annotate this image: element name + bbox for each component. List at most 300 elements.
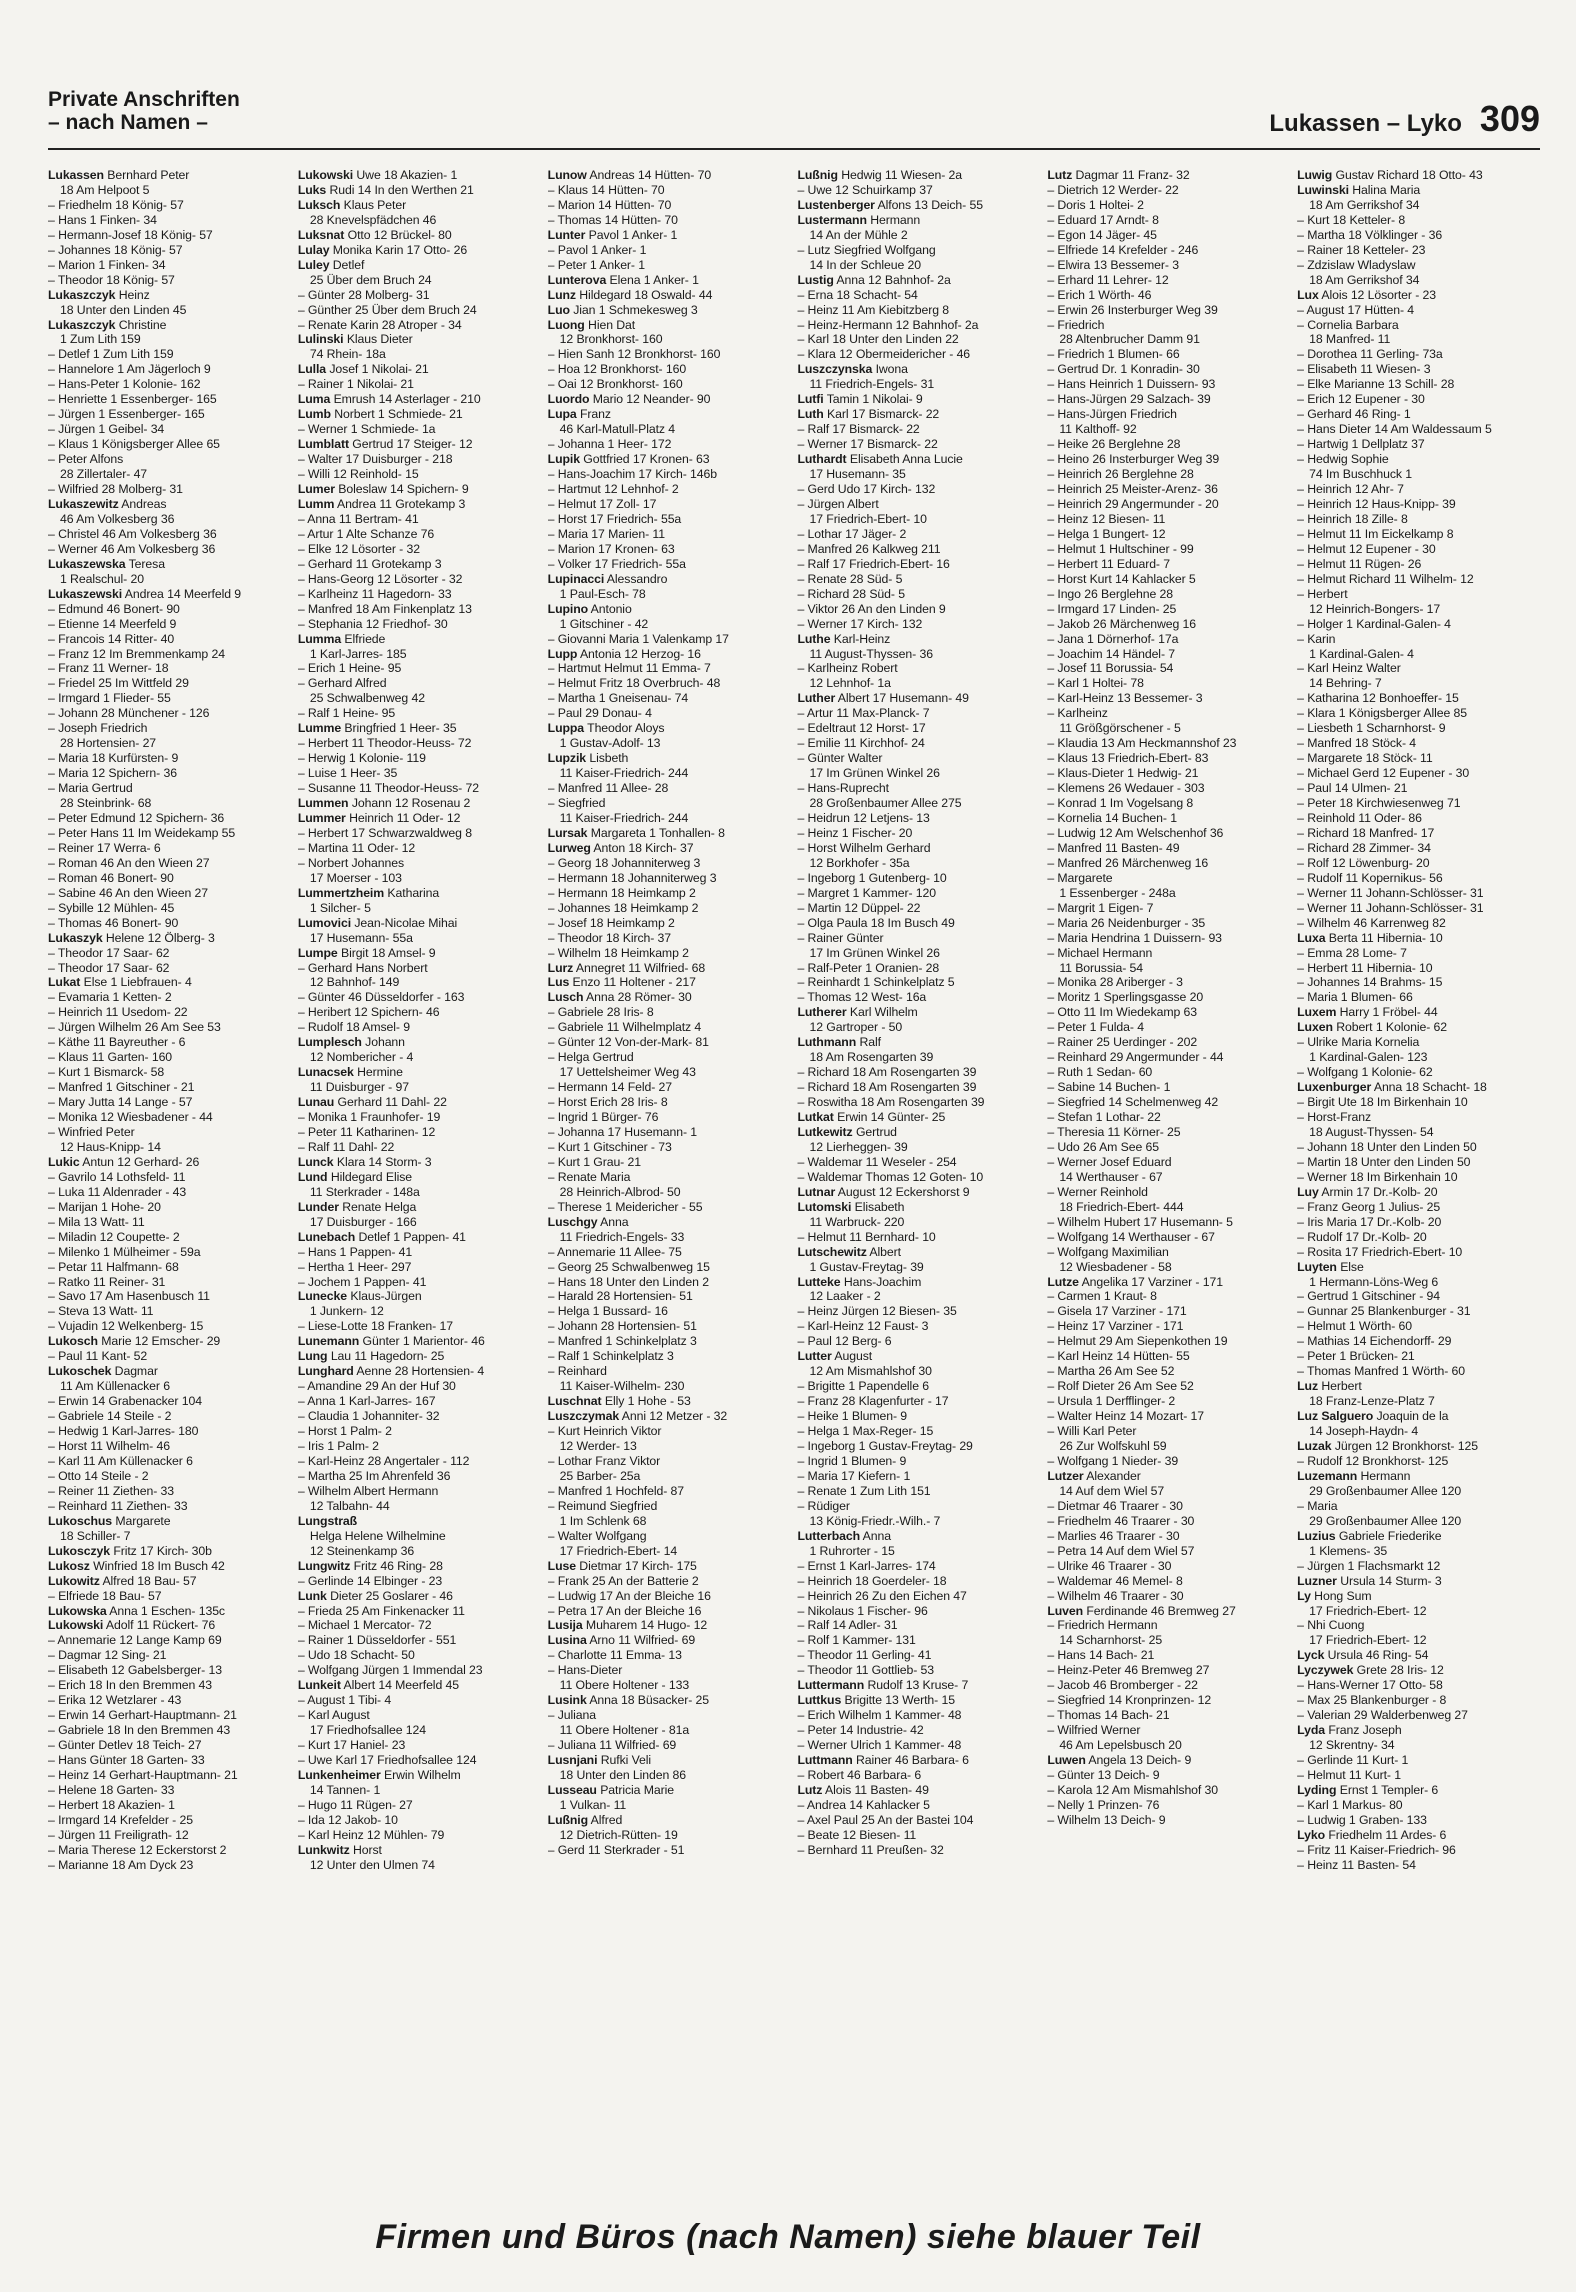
entry-text: Ursula 46 Ring- 54 (1327, 1648, 1429, 1663)
listing-entry: – Thomas 14 Bach- 21 (1047, 1708, 1290, 1723)
listing-entry: – Ralf 1 Heine- 95 (298, 706, 541, 721)
listing-entry: – Otto 14 Steile - 2 (48, 1469, 291, 1484)
listing-entry: – Friedrich Hermann (1047, 1618, 1290, 1633)
listing-entry: – Manfred 18 Am Finkenplatz 13 (298, 602, 541, 617)
listing-entry: – Rolf 12 Löwenburg- 20 (1297, 856, 1540, 871)
listing-entry: – Liese-Lotte 18 Franken- 17 (298, 1319, 541, 1334)
surname: Lukaszewski (48, 586, 123, 601)
surname-entry (298, 332, 541, 347)
surname: Lux (1297, 287, 1319, 302)
listing-entry: – Edeltraut 12 Horst- 17 (797, 721, 1040, 736)
listing-entry: – Franz 12 Im Bremmenkamp 24 (48, 647, 291, 662)
surname-entry (548, 751, 791, 766)
listing-entry: – Heinrich 11 Usedom- 22 (48, 1005, 291, 1020)
surname-entry (298, 1559, 541, 1574)
entry-text: Ernst 1 Templer- 6 (1339, 1782, 1439, 1797)
address-continuation: 74 Im Buschhuck 1 (1309, 467, 1413, 482)
listing-entry: – Gisela 17 Varziner - 171 (1047, 1304, 1290, 1319)
listing-entry: – Wolfgang 14 Werthauser - 67 (1047, 1230, 1290, 1245)
surname: Luxa (1297, 930, 1326, 945)
surname-entry (48, 1334, 291, 1349)
listing-entry: – Monika 1 Fraunhofer- 19 (298, 1110, 541, 1125)
surname: Luordo (547, 392, 590, 407)
entry-text: Fritz 46 Ring- 28 (353, 1558, 443, 1573)
address-continuation: 28 Hortensien- 27 (60, 736, 157, 751)
surname-entry (548, 318, 791, 333)
entry-text: Uwe 18 Akazien- 1 (356, 168, 458, 182)
listing-entry: – Charlotte 11 Emma- 13 (548, 1648, 791, 1663)
address-continuation: 12 Skrentny- 34 (1309, 1738, 1395, 1753)
listing-entry: – Gunnar 25 Blankenburger - 31 (1297, 1304, 1540, 1319)
listing-entry: – Reinhardt 1 Schinkelplatz 5 (797, 975, 1040, 990)
entry-text: Heinz (118, 287, 150, 302)
entry-text: Angela 13 Deich- 9 (1088, 1753, 1192, 1768)
address-continuation: 46 Am Volkesberg 36 (60, 511, 175, 526)
surname-entry (48, 587, 291, 602)
entry-text: Elisabeth Anna Lucie (849, 452, 963, 467)
listing-entry: – Peter 1 Anker- 1 (548, 258, 791, 273)
surname-entry (298, 228, 541, 243)
listing-entry: – Peter Edmund 12 Spichern- 36 (48, 811, 291, 826)
listing-entry: – Ida 12 Jakob- 10 (298, 1813, 541, 1828)
surname-entry (797, 1200, 1040, 1215)
entry-text: Hien Dat (588, 317, 636, 332)
listing-entry: – Richard 28 Süd- 5 (797, 587, 1040, 602)
listing-entry: – Oai 12 Bronkhorst- 160 (548, 377, 791, 392)
surname-entry (298, 198, 541, 213)
listing-entry: – Günter 28 Molberg- 31 (298, 288, 541, 303)
surname: Lumm (297, 496, 335, 511)
entry-text: Erwin Wilhelm (384, 1767, 461, 1782)
address-continuation: 17 Uettelsheimer Weg 43 (559, 1065, 696, 1080)
listing-entry: – Heike 26 Berglehne 28 (1047, 437, 1290, 452)
surname: Lußnig (797, 168, 838, 182)
listing-entry: – Udo 18 Schacht- 50 (298, 1648, 541, 1663)
address-continuation: 14 An der Mühle 2 (809, 227, 908, 242)
entry-text: Theodor Aloys (587, 721, 665, 736)
listing-entry: – Ingrid 1 Blumen- 9 (797, 1454, 1040, 1469)
listing-entry: – Uwe Karl 17 Friedhofsallee 124 (298, 1753, 541, 1768)
listing-entry: – Ludwig 17 An der Bleiche 16 (548, 1589, 791, 1604)
listing-entry: – Maria Therese 12 Eckerstorst 2 (48, 1843, 291, 1858)
listing-entry: – Thomas 12 West- 16a (797, 990, 1040, 1005)
surname: Luthmann (797, 1035, 857, 1050)
listing-entry: – Waldemar 11 Weseler - 254 (797, 1155, 1040, 1170)
entry-text: Adolf 11 Rückert- 76 (105, 1618, 216, 1633)
address-continuation: 46 Am Lepelsbusch 20 (1059, 1738, 1182, 1753)
surname-entry (797, 452, 1040, 467)
listing-entry: – Reinhard 29 Angermunder - 44 (1047, 1050, 1290, 1065)
listing-entry: – Annemarie 12 Lange Kamp 69 (48, 1633, 291, 1648)
address-continuation: 11 Am Küllenacker 6 (60, 1379, 170, 1394)
listing-entry: – Renate 28 Süd- 5 (797, 572, 1040, 587)
surname-entry (298, 1095, 541, 1110)
listing-entry: – Maria 17 Kiefern- 1 (797, 1469, 1040, 1484)
listing-entry: – Reiner 17 Werra- 6 (48, 841, 291, 856)
listing-entry: – Herbert 11 Theodor-Heuss- 72 (298, 736, 541, 751)
listing-entry: – Klara 1 Königsberger Allee 85 (1297, 706, 1540, 721)
surname: Lutteke (797, 1274, 841, 1289)
listing-entry: – Jürgen Albert (797, 497, 1040, 512)
entry-text: Elly 1 Hohe - 53 (604, 1394, 691, 1409)
listing-entry: – Luise 1 Heer- 35 (298, 766, 541, 781)
surname: Lukaszyk (48, 930, 103, 945)
address-continuation: 28 Altenbrucher Damm 91 (1059, 332, 1200, 347)
listing-entry: – Willi 12 Reinhold- 15 (298, 467, 541, 482)
listing-entry: – Hartwig 1 Dellplatz 37 (1297, 437, 1540, 452)
listing-entry: – Herbert (1297, 587, 1540, 602)
listing-entry: – Herbert 11 Hibernia- 10 (1297, 961, 1540, 976)
surname: Lumblatt (297, 437, 349, 452)
surname-entry (48, 975, 291, 990)
listing-entry: – Carmen 1 Kraut- 8 (1047, 1289, 1290, 1304)
directory-column (797, 168, 1040, 2178)
listing-entry: – Frank 25 An der Batterie 2 (548, 1574, 791, 1589)
surname-entry (548, 841, 791, 856)
listing-entry: – Herbert 11 Eduard- 7 (1047, 557, 1290, 572)
listing-entry: – Horst Wilhelm Gerhard (797, 841, 1040, 856)
surname-entry (298, 362, 541, 377)
surname-entry (298, 886, 541, 901)
address-continuation: 12 Nombericher - 4 (309, 1050, 414, 1065)
surname: Lukowitz (48, 1573, 100, 1588)
listing-entry: – Helmut Richard 11 Wilhelm- 12 (1297, 572, 1540, 587)
directory-column (298, 168, 541, 2178)
surname-entry (797, 1529, 1040, 1544)
address-continuation: 1 Zum Lith 159 (60, 332, 141, 347)
surname-entry (548, 990, 791, 1005)
entry-text: Anna 28 Römer- 30 (586, 990, 692, 1005)
listing-entry: – Etienne 14 Meerfeld 9 (48, 617, 291, 632)
address-continuation: 17 Duisburger - 166 (309, 1214, 417, 1229)
surname-entry (1047, 1469, 1290, 1484)
listing-entry: – Claudia 1 Johanniter- 32 (298, 1409, 541, 1424)
listing-entry: – Wilhelm Albert Hermann (298, 1484, 541, 1499)
surname-entry (1297, 1723, 1540, 1738)
entry-text: Dagmar 11 Franz- 32 (1075, 168, 1190, 182)
listing-entry: – Peter Hans 11 Im Weidekamp 55 (48, 826, 291, 841)
listing-entry: – Walter Heinz 14 Mozart- 17 (1047, 1409, 1290, 1424)
listing-entry: – Steva 13 Watt- 11 (48, 1304, 291, 1319)
listing-entry: – Reiner 11 Ziethen- 33 (48, 1484, 291, 1499)
listing-entry: – Artur 11 Max-Planck- 7 (797, 706, 1040, 721)
entry-text: Hermann (1360, 1468, 1411, 1483)
listing-entry: – Hans 1 Pappen- 41 (298, 1245, 541, 1260)
surname: Lukosz (48, 1558, 90, 1573)
surname: Luo (547, 302, 570, 317)
listing-entry: – Gabriele 18 In den Bremmen 43 (48, 1723, 291, 1738)
surname-entry (548, 602, 791, 617)
page-range-block (1269, 98, 1540, 140)
listing-entry: – Ratko 11 Reiner- 31 (48, 1275, 291, 1290)
address-continuation: 13 König-Friedr.-Wilh.- 7 (809, 1513, 941, 1528)
surname: Lustig (797, 272, 834, 287)
entry-text: Muharem 14 Hugo- 12 (585, 1618, 708, 1633)
listing-entry: – Heinz Jürgen 12 Biesen- 35 (797, 1304, 1040, 1319)
directory-column (1297, 168, 1540, 2178)
listing-entry: – Johannes 18 Heimkamp 2 (548, 901, 791, 916)
surname: Lukaszczyk (48, 287, 116, 302)
listing-entry: – Rudolf 18 Amsel- 9 (298, 1020, 541, 1035)
listing-entry: – Hans 1 Finken- 34 (48, 213, 291, 228)
listing-entry: – Hedwig 1 Karl-Jarres- 180 (48, 1424, 291, 1439)
entry-text: Dagmar (114, 1364, 158, 1379)
surname-entry (797, 198, 1040, 213)
listing-entry: – Manfred 1 Gitschiner - 21 (48, 1080, 291, 1095)
listing-entry: – Helmut 1 Wörth- 60 (1297, 1319, 1540, 1334)
address-continuation: 18 Unter den Linden 45 (60, 302, 187, 317)
surname: Luma (297, 392, 331, 407)
listing-entry: – Birgit Ute 18 Im Birkenhain 10 (1297, 1095, 1540, 1110)
surname: Luzak (1297, 1439, 1332, 1454)
entry-text: Patricia Marie (600, 1782, 674, 1797)
entry-text: Albert 17 Husemann- 49 (837, 691, 969, 706)
entry-text: Anna 12 Bahnhof- 2a (836, 272, 951, 287)
listing-entry: – Paul 14 Ulmen- 21 (1297, 781, 1540, 796)
listing-entry: – Vujadin 12 Welkenberg- 15 (48, 1319, 291, 1334)
address-continuation: 17 Friedrich-Ebert- 10 (809, 511, 927, 526)
surname-entry (1297, 1185, 1540, 1200)
address-continuation: 17 Husemann- 35 (809, 467, 906, 482)
surname: Luz (1297, 1379, 1319, 1394)
listing-entry: – Manfred 26 Kalkweg 211 (797, 542, 1040, 557)
surname: Luschgy (547, 1214, 598, 1229)
surname: Lutz (1047, 168, 1073, 182)
address-continuation: 11 Obere Holtener - 133 (559, 1678, 690, 1693)
listing-entry: – Karlheinz 11 Hagedorn- 33 (298, 587, 541, 602)
surname: Lumer (297, 482, 335, 497)
surname-entry (298, 811, 541, 826)
surname: Lusch (547, 990, 584, 1005)
listing-entry: – Peter 1 Brücken- 21 (1297, 1349, 1540, 1364)
surname-entry (1297, 1529, 1540, 1544)
listing-entry: – Ralf 17 Friedrich-Ebert- 16 (797, 557, 1040, 572)
listing-entry: – Erich 1 Heine- 95 (298, 661, 541, 676)
entry-text: Mario 12 Neander- 90 (592, 392, 711, 407)
listing-entry: – Gabriele 11 Wilhelmplatz 4 (548, 1020, 791, 1035)
entry-text: Grete 28 Iris- 12 (1356, 1663, 1444, 1678)
listing-entry: – Martina 11 Oder- 12 (298, 841, 541, 856)
address-continuation: 14 Behring- 7 (1309, 676, 1382, 691)
listing-entry: – Karl-Heinz 28 Angertaler - 112 (298, 1454, 541, 1469)
address-continuation: 12 Lierheggen- 39 (809, 1139, 908, 1154)
surname-entry (548, 1394, 791, 1409)
entry-text: Erwin 14 Günter- 25 (837, 1110, 946, 1125)
surname: Lumpe (297, 945, 338, 960)
surname: Luthardt (797, 452, 847, 467)
address-continuation: 28 Steinbrink- 68 (60, 796, 152, 811)
listing-entry: – Helga 1 Bungert- 12 (1047, 527, 1290, 542)
surname: Luxenburger (1297, 1080, 1372, 1095)
address-continuation: 17 Im Grünen Winkel 26 (809, 945, 940, 960)
listing-entry: – Rainer 25 Uerdinger - 202 (1047, 1035, 1290, 1050)
listing-entry: – Horst Erich 28 Iris- 8 (548, 1095, 791, 1110)
surname: Luszczynska (797, 362, 873, 377)
address-continuation: 25 Barber- 25a (559, 1468, 641, 1483)
entry-text: Karl-Heinz (833, 631, 891, 646)
listing-entry: – Francois 14 Ritter- 40 (48, 632, 291, 647)
listing-entry: – Franz 11 Werner- 18 (48, 661, 291, 676)
listing-entry: – Martha 26 Am See 52 (1047, 1364, 1290, 1379)
listing-entry: – Hans-Joachim 17 Kirch- 146b (548, 467, 791, 482)
address-continuation: 12 Wiesbadener - 58 (1059, 1259, 1172, 1274)
listing-entry: – Erich 1 Wörth- 46 (1047, 288, 1290, 303)
address-continuation: 12 Werder- 13 (559, 1439, 637, 1454)
entry-text: Christine (118, 317, 167, 332)
entry-text: Dieter 25 Goslarer - 46 (330, 1588, 453, 1603)
address-continuation: 18 Friedrich-Ebert- 444 (1059, 1199, 1184, 1214)
listing-entry: – Wolfgang Maximilian (1047, 1245, 1290, 1260)
surname-entry (548, 961, 791, 976)
listing-entry: – Gerhard Hans Norbert (298, 961, 541, 976)
surname: Lunterova (547, 272, 607, 287)
surname-entry (1297, 1663, 1540, 1678)
address-continuation: 17 Friedrich-Ebert- 12 (1309, 1633, 1427, 1648)
listing-entry: – Rüdiger (797, 1499, 1040, 1514)
listing-entry: – Erhard 11 Lehrer- 12 (1047, 273, 1290, 288)
surname: Lunemann (297, 1334, 360, 1349)
surname-entry (548, 647, 791, 662)
listing-entry: – Mila 13 Watt- 11 (48, 1215, 291, 1230)
surname-entry (548, 228, 791, 243)
surname: Luth (797, 407, 824, 422)
listing-entry: – Hans-Werner 17 Otto- 58 (1297, 1678, 1540, 1693)
surname: Luszczymak (547, 1409, 620, 1424)
listing-entry: – Rainer Günter (797, 931, 1040, 946)
listing-entry: – Helga 1 Max-Reger- 15 (797, 1424, 1040, 1439)
listing-entry: – Bernhard 11 Preußen- 32 (797, 1843, 1040, 1858)
entry-text: Hans-Joachim (843, 1274, 922, 1289)
surname: Lunck (297, 1154, 334, 1169)
entry-text: Hermann (870, 212, 921, 227)
entry-text: Alexander (1086, 1468, 1141, 1483)
listing-entry: – Ludwig 12 Am Welschenhof 36 (1047, 826, 1290, 841)
entry-text: Halina Maria (1352, 182, 1421, 197)
listing-entry: – Helmut 12 Eupener - 30 (1297, 542, 1540, 557)
surname-entry (298, 168, 541, 183)
address-continuation: 11 Sterkrader - 148a (309, 1184, 420, 1199)
surname: Lusnjani (547, 1753, 598, 1768)
listing-entry: – Hans Dieter 14 Am Waldessaum 5 (1297, 422, 1540, 437)
listing-entry: – Thomas 14 Hütten- 70 (548, 213, 791, 228)
entry-text: Klaus Dieter (346, 332, 413, 347)
address-continuation: 28 Heinrich-Albrod- 50 (559, 1184, 681, 1199)
surname: Luksch (297, 197, 341, 212)
surname: Lupzik (547, 751, 586, 766)
listing-entry: – Werner Josef Eduard (1047, 1155, 1290, 1170)
entry-text: Gabriele Friederike (1338, 1528, 1442, 1543)
listing-entry: – Stefan 1 Lothar- 22 (1047, 1110, 1290, 1125)
address-continuation: 28 Knevelspfädchen 46 (309, 212, 437, 227)
surname-entry (298, 1289, 541, 1304)
address-continuation: 1 Vulkan- 11 (559, 1797, 627, 1812)
listing-entry: – Helmut 11 Kurt- 1 (1297, 1768, 1540, 1783)
entry-text: Hedwig 11 Wiesen- 2a (841, 168, 962, 182)
listing-entry: – Paul 12 Berg- 6 (797, 1334, 1040, 1349)
address-continuation: 17 Friedrich-Ebert- 12 (1309, 1603, 1427, 1618)
address-continuation: 14 In der Schleue 20 (809, 257, 921, 272)
listing-entry: – Karl-Heinz 13 Bessemer- 3 (1047, 691, 1290, 706)
listing-entry: – Elisabeth 12 Gabelsberger- 13 (48, 1663, 291, 1678)
surname-entry (1297, 168, 1540, 183)
listing-entry: – Marion 17 Kronen- 63 (548, 542, 791, 557)
surname: Lumplesch (297, 1035, 362, 1050)
listing-entry: – Roman 46 Bonert- 90 (48, 871, 291, 886)
listing-entry: – Werner 46 Am Volkesberg 36 (48, 542, 291, 557)
address-continuation: 1 Gustav-Freytag- 39 (809, 1259, 924, 1274)
surname: Lusseau (547, 1782, 597, 1797)
surname: Lupino (547, 601, 589, 616)
listing-entry: – Martha 18 Völklinger - 36 (1297, 228, 1540, 243)
listing-entry: – Franz 28 Klagenfurter - 17 (797, 1394, 1040, 1409)
listing-entry: – Heinz 12 Biesen- 11 (1047, 512, 1290, 527)
listing-entry: – Wilhelm 46 Traarer - 30 (1047, 1589, 1290, 1604)
surname: Lungstraß (297, 1513, 358, 1528)
entry-text: Margareta 1 Tonhallen- 8 (590, 825, 725, 840)
address-continuation: 25 Über dem Bruch 24 (309, 272, 432, 287)
surname: Luschnat (547, 1394, 602, 1409)
listing-entry: – Waldemar 46 Memel- 8 (1047, 1574, 1290, 1589)
entry-text: Norbert 1 Schmiede- 21 (334, 407, 463, 422)
listing-entry: – Marion 1 Finken- 34 (48, 258, 291, 273)
listing-entry: – Detlef 1 Zum Lith 159 (48, 347, 291, 362)
listing-entry: – Heinrich 18 Zille- 8 (1297, 512, 1540, 527)
surname: Lukowski (297, 168, 354, 182)
entry-text: Annegret 11 Wilfried- 68 (575, 960, 706, 975)
surname-entry (548, 288, 791, 303)
listing-entry: – Friedhelm 18 König- 57 (48, 198, 291, 213)
surname-entry (298, 243, 541, 258)
surname: Lukaszewska (48, 556, 126, 571)
listing-entry: – Hartmut 12 Lehnhof- 2 (548, 482, 791, 497)
entry-text: Alessandro (606, 571, 668, 586)
surname-entry (1297, 1080, 1540, 1095)
listing-entry: – Günter 12 Von-der-Mark- 81 (548, 1035, 791, 1050)
listing-entry: – Wilfried 28 Molberg- 31 (48, 482, 291, 497)
address-continuation: 17 Im Grünen Winkel 26 (809, 766, 940, 781)
entry-text: Winfried 18 Im Busch 42 (93, 1558, 225, 1573)
address-continuation: 18 Am Rosengarten 39 (809, 1050, 934, 1065)
listing-entry: – Karl 1 Markus- 80 (1297, 1798, 1540, 1813)
listing-entry: – Siegfried 14 Kronprinzen- 12 (1047, 1693, 1290, 1708)
listing-entry: – Johanna 17 Husemann- 1 (548, 1125, 791, 1140)
surname-entry (548, 1753, 791, 1768)
listing-entry: – Cornelia Barbara (1297, 318, 1540, 333)
listing-entry: – Heinz-Hermann 12 Bahnhof- 2a (797, 318, 1040, 333)
address-continuation: 11 August-Thyssen- 36 (809, 646, 933, 661)
listing-entry: – Gertrud 1 Gitschiner - 94 (1297, 1289, 1540, 1304)
address-continuation: 1 Gustav-Adolf- 13 (559, 736, 661, 751)
listing-entry: – Gerd 11 Sterkrader - 51 (548, 1843, 791, 1858)
listing-entry: – Heike 1 Blumen- 9 (797, 1409, 1040, 1424)
address-continuation: 1 Hermann-Löns-Weg 6 (1309, 1274, 1439, 1289)
listing-entry: – Helga Gertrud (548, 1050, 791, 1065)
entry-text: Rudolf 13 Kruse- 7 (867, 1678, 969, 1693)
surname: Luse (547, 1558, 576, 1573)
entry-text: Rainer 46 Barbara- 6 (856, 1753, 969, 1768)
entry-text: Alfred (590, 1812, 623, 1827)
listing-entry: – Giovanni Maria 1 Valenkamp 17 (548, 632, 791, 647)
listing-entry: – Ralf 1 Schinkelplatz 3 (548, 1349, 791, 1364)
entry-text: Fritz 17 Kirch- 30b (113, 1543, 212, 1558)
address-continuation: 11 Kaiser-Friedrich- 244 (559, 810, 689, 825)
listing-entry: – Johann 28 Münchener - 126 (48, 706, 291, 721)
listing-entry: – Heinrich 29 Angermunder - 20 (1047, 497, 1290, 512)
listing-entry: – Axel Paul 25 An der Bastei 104 (797, 1813, 1040, 1828)
listing-entry: – Jürgen 1 Essenberger- 165 (48, 407, 291, 422)
listing-entry: – Ludwig 1 Graben- 133 (1297, 1813, 1540, 1828)
listing-entry: – Roman 46 An den Wieen 27 (48, 856, 291, 871)
